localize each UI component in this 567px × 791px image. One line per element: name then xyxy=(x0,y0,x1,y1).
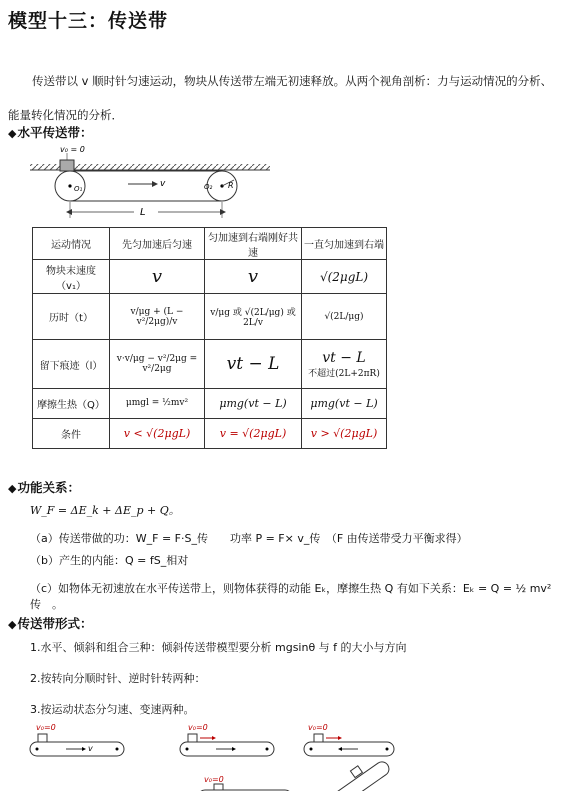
label-v0: v₀ = 0 xyxy=(60,145,85,154)
table-row xyxy=(33,388,387,418)
intro-paragraph: 传送带以 v 顺时针匀速运动，物块从传送带左端无初速释放。从两个视角剖析：力与运动情况的分析、能量转化情况的分析． xyxy=(8,74,553,122)
section-horizontal: ◆水平传送带： xyxy=(8,125,93,140)
label-r: R xyxy=(228,181,234,190)
mini-conveyor-3 xyxy=(304,723,394,756)
label-L: L xyxy=(140,207,146,218)
svg-text:v₀=0: v₀=0 xyxy=(36,723,56,732)
energy-item-c: （c）如物体无初速放在水平传送带上，则物体获得的动能 Eₖ，摩擦生热 Q 有如下关系：Eₖ = Q = ½ mv²传 。 xyxy=(30,582,552,611)
table-cell: v/μg 或 √(2L/μg) 或 2L/v xyxy=(205,294,302,340)
page-title: 模型十三：传送带 xyxy=(8,10,169,32)
table-row xyxy=(33,260,387,294)
table-cell: v·v/μg − v²/2μg = v²/2μg xyxy=(110,340,205,388)
svg-text:v₀=0: v₀=0 xyxy=(188,723,208,732)
label-o2: O₂ xyxy=(204,183,213,191)
table-cell: vt − L xyxy=(205,340,302,388)
svg-text:v₀=0: v₀=0 xyxy=(308,723,328,732)
row-label: 物块末速度（v₁） xyxy=(33,260,110,294)
mini-conveyor-5 xyxy=(326,759,391,791)
block xyxy=(60,160,74,171)
forms-item-2: 2.按转向分顺时针、逆时针转两种： xyxy=(30,672,206,685)
trace-limit: 不超过(2L+2πR) xyxy=(308,368,380,379)
label-o1: O₁ xyxy=(74,185,83,193)
label-v: v xyxy=(160,179,166,189)
diamond-icon: ◆ xyxy=(8,127,17,140)
table-row xyxy=(33,418,387,448)
section-forms: ◆传送带形式： xyxy=(8,616,93,631)
table-cell: v xyxy=(205,260,302,294)
conveyor-forms-illustration xyxy=(24,720,404,791)
energy-equation: W_F = ΔE_k + ΔE_p + Q。 xyxy=(30,504,180,517)
table-header: 匀加速到右端刚好共速 xyxy=(205,228,302,260)
section-energy: ◆功能关系： xyxy=(8,480,80,495)
diamond-icon: ◆ xyxy=(8,618,17,631)
mini-conveyor-1 xyxy=(30,723,124,756)
horizontal-conveyor-diagram xyxy=(30,142,270,224)
table-cell: √(2L/μg) xyxy=(302,294,387,340)
table-cell: μmg(vt − L) xyxy=(205,388,302,418)
table-header: 运动情况 xyxy=(33,228,110,260)
condition-cell: v = √(2μgL) xyxy=(205,418,302,448)
row-label: 条件 xyxy=(33,418,110,448)
row-label: 留下痕迹（l） xyxy=(33,340,110,388)
condition-cell: v > √(2μgL) xyxy=(302,418,387,448)
forms-item-1: 1.水平、倾斜和组合三种：倾斜传送带模型要分析 mgsinθ 与 f 的大小与方向 xyxy=(30,641,407,654)
table-cell: v xyxy=(110,260,205,294)
table-row xyxy=(33,294,387,340)
row-label: 摩擦生热（Q） xyxy=(33,388,110,418)
mini-conveyor-2 xyxy=(180,723,274,756)
condition-cell: v < √(2μgL) xyxy=(110,418,205,448)
table-cell: v/μg + (L − v²/2μg)/v xyxy=(110,294,205,340)
table-header: 先匀加速后匀速 xyxy=(110,228,205,260)
diamond-icon: ◆ xyxy=(8,482,17,495)
table-header: 一直匀加速到右端 xyxy=(302,228,387,260)
horizontal-conveyor-table xyxy=(32,227,387,449)
row-label: 历时（t） xyxy=(33,294,110,340)
svg-text:v₀=0: v₀=0 xyxy=(204,775,224,784)
forms-item-3: 3.按运动状态分匀速、变速两种。 xyxy=(30,703,195,716)
energy-item-b: （b）产生的内能：Q = fS_相对 xyxy=(30,554,189,567)
table-cell xyxy=(302,340,387,388)
energy-item-a: （a）传送带做的功：W_F = F·S_传 功率 P = F× v_传 （F 由传送带受力平衡求得） xyxy=(30,532,468,545)
svg-text:v: v xyxy=(88,744,93,753)
table-cell: μmgl = ½mv² xyxy=(110,388,205,418)
table-cell: √(2μgL) xyxy=(302,260,387,294)
trace-formula: vt − L xyxy=(322,349,366,366)
table-row xyxy=(33,340,387,388)
table-cell: μmg(vt − L) xyxy=(302,388,387,418)
mini-conveyor-4 xyxy=(198,775,292,791)
